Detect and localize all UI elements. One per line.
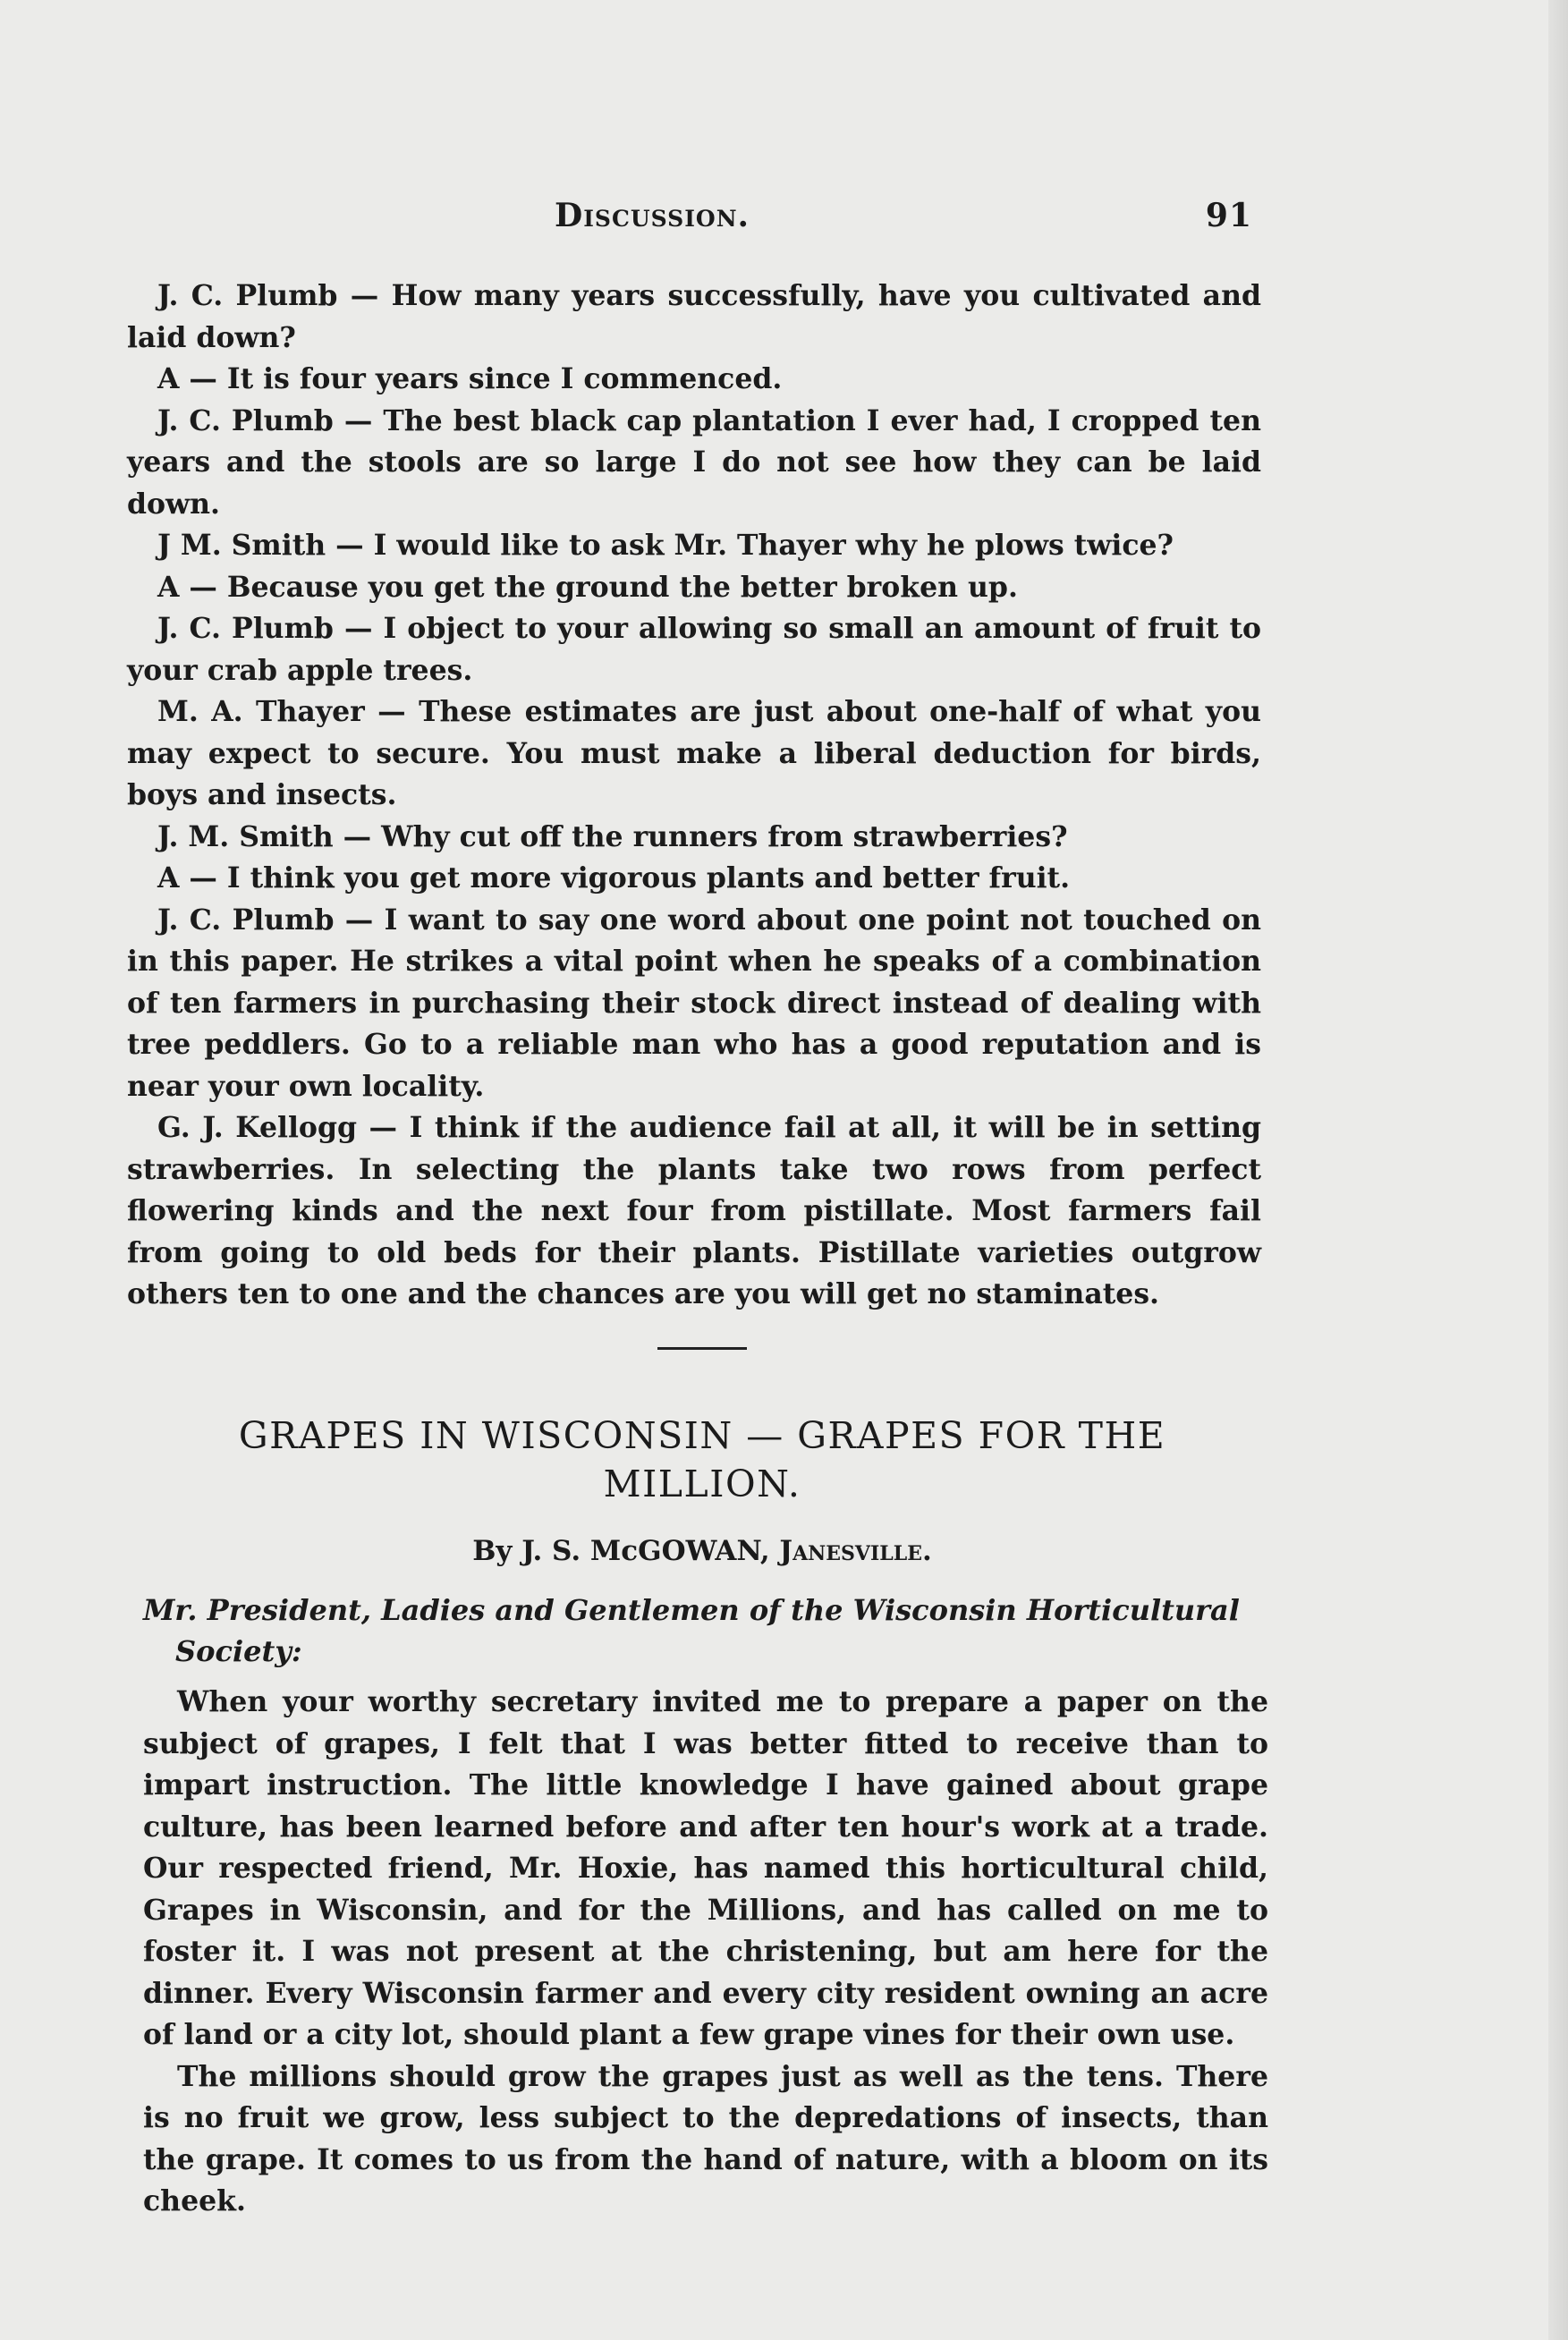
salutation-line-1: Mr. President, Ladies and Gentlemen of the Wisconsin Horticultural (143, 1593, 1240, 1627)
discussion-paragraph: A — It is four years since I commenced. (157, 362, 783, 395)
article-title: GRAPES IN WISCONSIN — GRAPES FOR THE MILLION. (238, 1414, 1166, 1505)
page-edge-shadow (1548, 0, 1568, 2340)
article-paragraph: The millions should grow the grapes just as well as the tens. There is no fruit we grow, less subject to the depredations of insects, than the grape. It comes to us from the hand of nature, with a bloom on its cheek. (143, 2059, 1268, 2217)
page-number: 91 (1205, 197, 1252, 234)
article-salutation (143, 1590, 1268, 1672)
discussion-paragraph: J M. Smith — I would like to ask Mr. Thayer why he plows twice? (157, 529, 1174, 562)
discussion-paragraph: G. J. Kellogg — I think if the audience fail at all, it will be in setting strawberries. In selecting the plants take two rows from perfect flowering kinds and the next four from pistillate. Most farmers fail from going to old beds for their plants. Pistillate varieties outgrow others ten to one and the chances are you will get no staminates. (127, 1111, 1261, 1310)
running-head-title: Discussion. (555, 197, 750, 234)
section-divider (657, 1347, 747, 1350)
article-paragraph: When your worthy secretary invited me to prepare a paper on the subject of grapes, I felt that I was better fitted to receive than to impart instruction. The little knowledge I have gained about grape culture, has been learned before and after ten hour's work at a trade. Our respected friend, Mr. Hoxie, has named this horticultural child, Grapes in Wisconsin, and for the Millions, and has called on me to foster it. I was not present at the christening, but am here for the dinner. Every Wisconsin farmer and every city resident owning an acre of land or a city lot, should plant a few grape vines for their own use. (143, 1685, 1268, 2051)
article-byline (134, 1535, 1270, 1567)
discussion-paragraph: A — Because you get the ground the better broken up. (157, 570, 1018, 604)
discussion-paragraph: J. C. Plumb — The best black cap plantation I ever had, I cropped ten years and the stools are so large I do not see how they can be laid down. (127, 403, 1261, 521)
discussion-paragraph: J. C. Plumb — I want to say one word about one point not touched on in this paper. He strikes a vital point when he speaks of a combination of ten farmers in purchasing their stock direct instead of dealing with tree peddlers. Go to a reliable man who has a good reputation and is near your own locality. (127, 903, 1261, 1103)
article-body (143, 1682, 1268, 2223)
discussion-section (127, 276, 1261, 1316)
discussion-paragraph: J. C. Plumb — How many years successfully, have you cultivated and laid down? (127, 279, 1261, 354)
discussion-paragraph: M. A. Thayer — These estimates are just about one-half of what you may expect to secure. You must make a liberal deduction for birds, boys and insects. (127, 695, 1261, 811)
discussion-paragraph: J. C. Plumb — I object to your allowing so small an amount of fruit to your crab apple trees. (127, 612, 1261, 687)
discussion-paragraph: A — I think you get more vigorous plants and better fruit. (157, 861, 1071, 894)
byline-author: By J. S. McGOWAN, (472, 1535, 770, 1567)
salutation-line-2: Society: (175, 1634, 302, 1668)
byline-place: Janesville. (779, 1535, 932, 1567)
discussion-paragraph: J. M. Smith — Why cut off the runners from strawberries? (157, 819, 1068, 853)
